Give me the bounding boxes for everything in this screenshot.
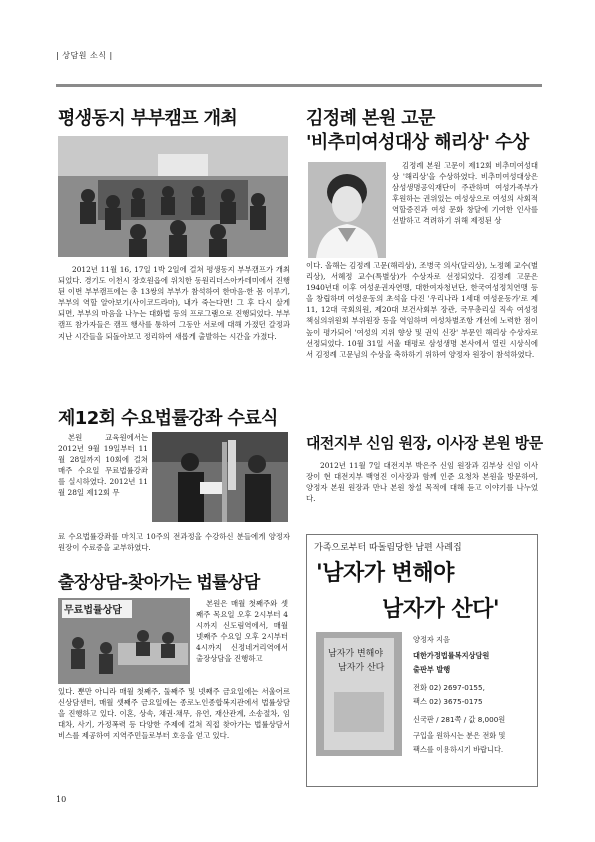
ceremony-photo	[152, 432, 288, 522]
header-rule	[56, 84, 542, 87]
book-size-price: 신국판 / 281쪽 / 값 8,000원	[413, 715, 506, 724]
article1-body: 2012년 11월 16, 17일 1박 2일에 걸쳐 평생동지 부부캠프가 개최되었다. 경기도 이천시 장호원읍에 위치한 동원리더스아카데미에서 진행된 이번 부부캠프에는 총 13쌍의 부부가 참석하여 한마음·한 몸 이루기, 부부의 역할 알아보기(사이코드라마), 내가 죽는다면! 그 후 다시 살게 되면, 부부의 마음을 나누는 대화법 등의 프로그램으로 진행되었다. 부부캠프 참가자들은 캠프 행사를 통하여 그동안 서로에 대해 가졌던 갈정과 지난 시간들을 되돌아보고 정리하여 새롭게 출발하는 시간을 가졌다.	[58, 265, 290, 341]
article5-body: 2012년 11월 7일 대전지부 박은주 신임 원장과 김부상 신임 이사장이 현 대전지부 백영진 이사장과 함께 인준 요청차 본원을 방문하여, 양정자 본원 원장과 만나 본원 창설 목적에 대해 듣고 이야기를 나누었다.	[306, 461, 538, 504]
camp-photo	[58, 136, 288, 257]
book-publisher-suffix: 출판부 발행	[413, 665, 451, 674]
book-publisher: 대한가정법률복지상담원	[413, 651, 490, 660]
portrait-photo	[308, 162, 386, 258]
counseling-photo	[58, 598, 190, 684]
article3-title: 출장상담-찾아가는 법률상담	[58, 573, 260, 593]
article4-body-narrow: 김정례 본원 고문이 제12회 비추미여성대상 '해리상'을 수상하였다. 비추미여성대상은 삼성생명공익재단이 주관하며 여성가족부가 후원하는 권위있는 여성상으로 여성의 사회적 역할증진과 여성 문화 창달에 기여한 인사를 선발하고 격려하기 위해 제정된 상	[392, 161, 538, 226]
article4-title-line1: 김정례 본원 고문	[306, 108, 435, 129]
article5-title: 대전지부 신임 원장, 이사장 본원 방문	[306, 434, 543, 452]
article3-body-narrow: 본원은 매월 첫째주와 셋째주 목요일 오후 2시부터 4시까지 신도림역에서, 매월 넷째주 수요일 오후 2시부터 4시까지 신정네거리역에서 출장상담을 진행하고	[196, 599, 288, 664]
book-cover-title-line2: 남자가 산다	[338, 663, 385, 673]
book-cover	[316, 632, 402, 756]
book-ad-tagline: 가족으로부터 따돌림당한 남편 사례집	[314, 543, 462, 553]
book-cover-title-line1: 남자가 변해야	[328, 649, 384, 659]
article2-body-narrow: 본원 교육원에서는 2012년 9월 19일부터 11월 28일까지 10회에 걸쳐 매주 수요일 무료법률강좌를 실시하였다. 2012년 11월 28일 제12회 무	[58, 433, 148, 498]
book-ad-title-line1: '남자가 변해야	[316, 561, 454, 586]
article4-body-wide: 이다. 올해는 김정례 고문(해리상), 조병국 의사(달리상), 노정혜 교수(별리상), 서혜정 교수(특별상)가 수상자로 선정되었다. 김정례 고문은 1940년대 이후 여성운권자연맹, 대한여자청년단, 한국여성정치연맹 등을 창립하며 여성운동의 초석을 다진 '우리나라 1세대 여성운동가'로 제11, 12대 국회의원, 제20대 보건사회부 장관, 국무총리실 직속 여성정책심의위원회 부위원장 등을 역임하며 여성차별조항 개선에 노력한 점이 높이 평가되어 '여성의 지위 향상 및 권익 신장' 부문인 해리상 수상자로 선정되었다. 10월 31일 서울 태평로 삼성생명 본사에서 열린 시상식에서 김정례 고문님의 수상을 축하하기 위하여 양정자 원장이 참석하였다.	[306, 261, 538, 359]
book-order-line2: 팩스를 이용하시기 바랍니다.	[413, 745, 504, 754]
article2-body-wide: 료 수요법률강좌를 마치고 10주의 전과정을 수강하신 분들에게 양정자 원장이 수료증을 교부하였다.	[58, 532, 290, 553]
book-author: 양정자 지음	[413, 635, 451, 644]
book-ad-title-line2: 남자가 산다'	[382, 597, 500, 622]
article4-title-line2: '비추미여성대상 해리상' 수상	[306, 132, 529, 153]
book-fax: 팩스 02) 3675-0175	[413, 697, 483, 706]
counseling-sign-text: 무료법률상담	[64, 605, 122, 616]
article2-title: 제12회 수요법률강좌 수료식	[58, 408, 278, 429]
book-order-line1: 구입을 원하시는 분은 전화 및	[413, 731, 506, 740]
article1-title: 평생동지 부부캠프 개최	[58, 108, 238, 129]
book-phone: 전화 02) 2697-0155,	[413, 683, 485, 692]
article3-body-wide: 있다. 뿐만 아니라 매월 첫째주, 둘째주 및 넷째주 금요일에는 서울어르신상담센터, 매월 셋째주 금요일에는 종로노인종합복지관에서 법률상담을 진행하고 있다. 이혼, 상속, 채권·채무, 유언, 재산관계, 소송절차, 임대차, 사기, 가정폭력 등 다양한 주제에 걸쳐 직접 찾아가는 법률상담서비스를 제공하여 지역주민들로부터 호응을 얻고 있다.	[58, 687, 290, 741]
page-number: 10	[56, 795, 67, 804]
section-header: | 상담원 소식 |	[56, 51, 113, 60]
